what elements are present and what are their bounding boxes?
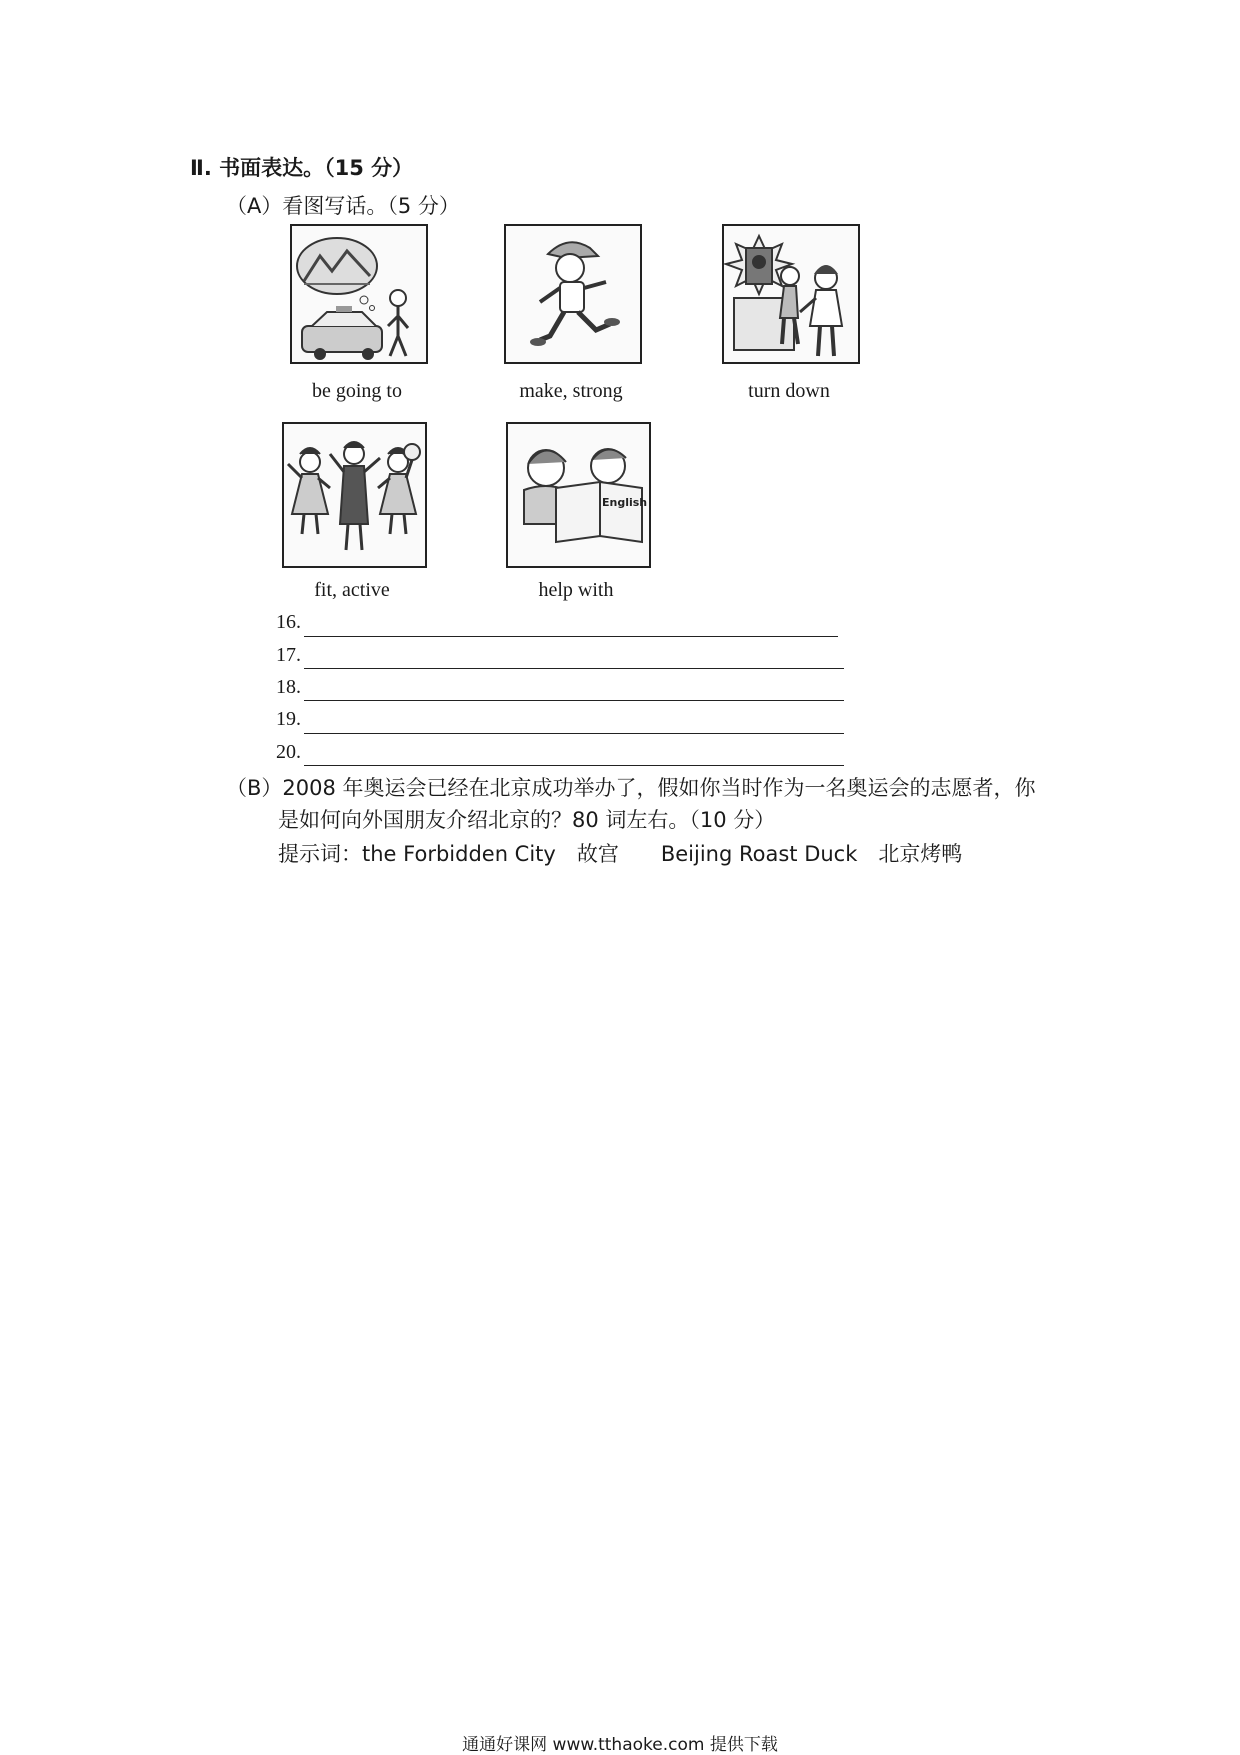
running-boy-icon <box>504 224 642 364</box>
line-number-18: 18. <box>276 676 301 698</box>
loud-radio-icon <box>722 224 860 364</box>
answer-line-20[interactable] <box>304 765 844 766</box>
line-number-20: 20. <box>276 741 301 763</box>
answer-line-19[interactable] <box>304 733 844 734</box>
caption-3: turn down <box>748 380 830 402</box>
caption-4: fit, active <box>314 579 390 601</box>
line-number-16: 16. <box>276 611 301 633</box>
part-b-line-1: （B）2008 年奥运会已经在北京成功举办了，假如你当时作为一名奥运会的志愿者，你 <box>226 776 1036 800</box>
english-book-icon <box>506 422 651 568</box>
part-b-hint: 提示词：the Forbidden City 故宫 Beijing Roast Duck 北京烤鸭 <box>278 842 963 866</box>
answer-line-17[interactable] <box>304 668 844 669</box>
answer-line-16[interactable] <box>304 636 838 637</box>
part-a-title: （A）看图写话。（5 分） <box>226 194 460 218</box>
answer-line-18[interactable] <box>304 700 844 701</box>
taxi-great-wall-icon <box>290 224 428 364</box>
dancing-children-icon <box>282 422 427 568</box>
caption-1: be going to <box>312 380 402 402</box>
caption-2: make, strong <box>519 380 623 402</box>
line-number-19: 19. <box>276 708 301 730</box>
footer: 通通好课网 www.tthaoke.com 提供下载 <box>462 1735 778 1755</box>
section-title: Ⅱ. 书面表达。（15 分） <box>190 156 414 180</box>
part-b-line-2: 是如何向外国朋友介绍北京的？80 词左右。（10 分） <box>278 808 776 832</box>
caption-5: help with <box>538 579 614 601</box>
book-label: English <box>602 496 648 509</box>
line-number-17: 17. <box>276 644 301 666</box>
